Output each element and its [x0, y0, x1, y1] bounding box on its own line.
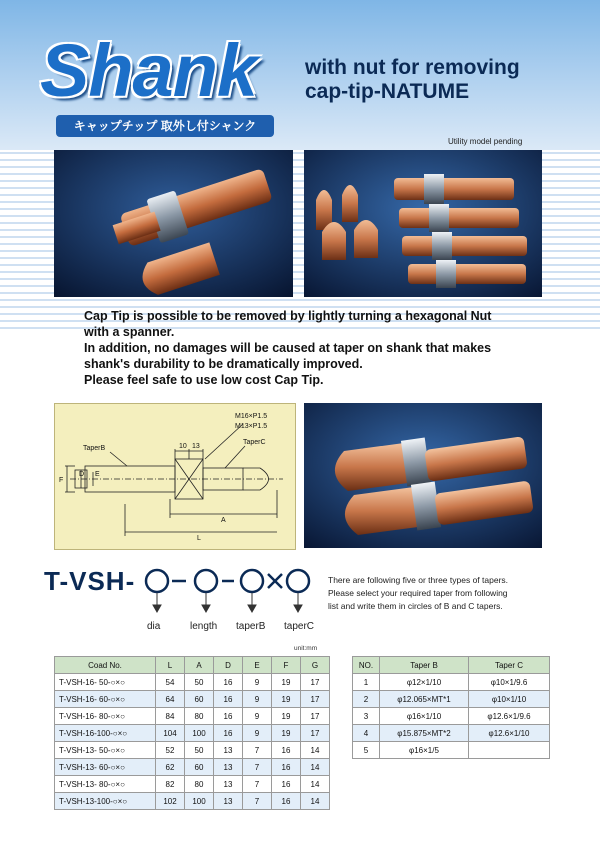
unit-label: unit:mm [294, 645, 318, 652]
drawing-dim-e: E [95, 471, 100, 478]
taper-table-header [353, 657, 550, 674]
cell: T-VSH-16- 60-○×○ [55, 691, 156, 708]
table-row [55, 691, 330, 708]
cell: 1 [353, 674, 380, 691]
col-header: L [156, 657, 185, 674]
cell: 50 [185, 742, 214, 759]
circle-taper-c [287, 570, 309, 592]
drawing-dim-l: L [197, 535, 201, 542]
cell: 16 [272, 759, 301, 776]
taper-table [352, 656, 550, 759]
description-line: Cap Tip is possible to be removed by lightly turning a hexagonal Nut [84, 309, 492, 323]
dimension-table-header [55, 657, 330, 674]
cell: 9 [243, 708, 272, 725]
table-row [55, 793, 330, 810]
label-taper-c: taperC [284, 621, 315, 632]
cell: 7 [243, 776, 272, 793]
cell: 80 [185, 776, 214, 793]
cell: 7 [243, 759, 272, 776]
cell: 16 [272, 742, 301, 759]
cell: φ16×1/10 [380, 708, 469, 725]
table-row [353, 674, 550, 691]
cell: 19 [272, 674, 301, 691]
cell: φ15.875×MT*2 [380, 725, 469, 742]
cell: 50 [185, 674, 214, 691]
table-row [353, 691, 550, 708]
col-header: F [272, 657, 301, 674]
cell: T-VSH-16- 50-○×○ [55, 674, 156, 691]
col-header: Coad No. [55, 657, 156, 674]
product-photo-2 [304, 150, 542, 297]
cell: 80 [185, 708, 214, 725]
cell: 9 [243, 674, 272, 691]
cell: 17 [301, 708, 330, 725]
drawing-thread-2: M13×P1.5 [235, 423, 268, 430]
cell: 64 [156, 691, 185, 708]
circle-length [195, 570, 217, 592]
cell: 13 [214, 742, 243, 759]
dimension-table [54, 656, 330, 810]
cell: 2 [353, 691, 380, 708]
drawing-dim-f: F [59, 477, 64, 484]
label-dia: dia [147, 621, 161, 632]
cell: 16 [214, 708, 243, 725]
cell: 104 [156, 725, 185, 742]
cell: 4 [353, 725, 380, 742]
cell: 16 [214, 725, 243, 742]
model-code: T-VSH- [44, 566, 136, 596]
cell: 16 [272, 776, 301, 793]
description-line: shank's durability to be dramatically improved. [84, 357, 363, 371]
utility-model-note: Utility model pending [448, 137, 523, 146]
cell [469, 742, 550, 759]
page-title: Shank [40, 29, 258, 112]
cell: 52 [156, 742, 185, 759]
cell: 19 [272, 708, 301, 725]
subtitle-line-1: with nut for removing [305, 56, 520, 79]
cell: 14 [301, 793, 330, 810]
table-row [55, 759, 330, 776]
cell: φ12.6×1/10 [469, 725, 550, 742]
subtitle-line-2: cap-tip-NATUME [305, 80, 470, 103]
description-line: Please feel safe to use low cost Cap Tip. [84, 373, 324, 387]
cell: φ10×1/9.6 [469, 674, 550, 691]
label-taper-b: taperB [236, 621, 266, 632]
note-line: There are following five or three types of tapers. [328, 575, 509, 585]
cell: φ16×1/5 [380, 742, 469, 759]
col-header: E [243, 657, 272, 674]
cell: 60 [185, 759, 214, 776]
product-photo-1 [54, 150, 293, 297]
cell: T-VSH-16- 80-○×○ [55, 708, 156, 725]
col-header: NO. [353, 657, 380, 674]
assembled-photo-illustration [304, 403, 542, 548]
col-header: D [214, 657, 243, 674]
cell: 9 [243, 691, 272, 708]
cell: 13 [214, 776, 243, 793]
cell: 5 [353, 742, 380, 759]
label-length: length [190, 621, 218, 632]
shank-photo-illustration [54, 150, 293, 297]
cell: 16 [214, 691, 243, 708]
drawing-dim-10: 10 [179, 443, 187, 450]
table-row [55, 708, 330, 725]
table-row [55, 725, 330, 742]
circle-dia [146, 570, 168, 592]
cell: 7 [243, 742, 272, 759]
description-line: with a spanner. [84, 325, 175, 339]
cell: 9 [243, 725, 272, 742]
drawing-label-taper-c: TaperC [243, 439, 266, 446]
table-row [55, 742, 330, 759]
cell: 100 [185, 793, 214, 810]
cell: 16 [272, 793, 301, 810]
cell: 13 [214, 759, 243, 776]
cell: 100 [185, 725, 214, 742]
col-header: G [301, 657, 330, 674]
code-template-graphic [140, 567, 320, 637]
cell: 17 [301, 691, 330, 708]
cell: 14 [301, 776, 330, 793]
taper-selection-note [328, 574, 568, 613]
cell: 62 [156, 759, 185, 776]
product-photo-3 [304, 403, 542, 548]
table-row [353, 708, 550, 725]
shank-dimension-drawing [55, 404, 295, 549]
cell: 60 [185, 691, 214, 708]
tips-photo-illustration [304, 150, 542, 297]
cell: T-VSH-13- 80-○×○ [55, 776, 156, 793]
cell: 19 [272, 725, 301, 742]
cell: 17 [301, 725, 330, 742]
table-row [353, 742, 550, 759]
table-row [55, 776, 330, 793]
cell: 19 [272, 691, 301, 708]
drawing-dim-a: A [221, 517, 226, 524]
cell: T-VSH-16-100-○×○ [55, 725, 156, 742]
table-row [55, 674, 330, 691]
col-header: Taper B [380, 657, 469, 674]
table-row [353, 725, 550, 742]
cell: 82 [156, 776, 185, 793]
cell: T-VSH-13- 50-○×○ [55, 742, 156, 759]
cell: 14 [301, 759, 330, 776]
japanese-label: キャップチップ 取外し付シャンク [56, 115, 274, 137]
cell: φ12.6×1/9.6 [469, 708, 550, 725]
cell: φ10×1/10 [469, 691, 550, 708]
cell: 14 [301, 742, 330, 759]
cell: 54 [156, 674, 185, 691]
cell: 17 [301, 674, 330, 691]
cell: φ12×1/10 [380, 674, 469, 691]
cell: 84 [156, 708, 185, 725]
drawing-dim-13: 13 [192, 443, 200, 450]
drawing-label-taper-b: TaperB [83, 445, 106, 452]
cell: φ12.065×MT*1 [380, 691, 469, 708]
cell: T-VSH-13-100-○×○ [55, 793, 156, 810]
cell: T-VSH-13- 60-○×○ [55, 759, 156, 776]
cell: 102 [156, 793, 185, 810]
technical-drawing [54, 403, 296, 550]
cell: 3 [353, 708, 380, 725]
drawing-dim-d: D [79, 471, 85, 478]
model-code-circles [140, 567, 320, 642]
circle-taper-b [241, 570, 263, 592]
cell: 13 [214, 793, 243, 810]
note-line: Please select your required taper from following [328, 588, 508, 598]
cell: 7 [243, 793, 272, 810]
page-subtitle [305, 56, 520, 104]
description-block [84, 308, 554, 388]
note-line: list and write them in circles of B and C tapers. [328, 601, 503, 611]
col-header: A [185, 657, 214, 674]
col-header: Taper C [469, 657, 550, 674]
description-line: In addition, no damages will be caused at taper on shank that makes [84, 341, 492, 355]
cell: 16 [214, 674, 243, 691]
drawing-thread-1: M16×P1.5 [235, 413, 268, 420]
